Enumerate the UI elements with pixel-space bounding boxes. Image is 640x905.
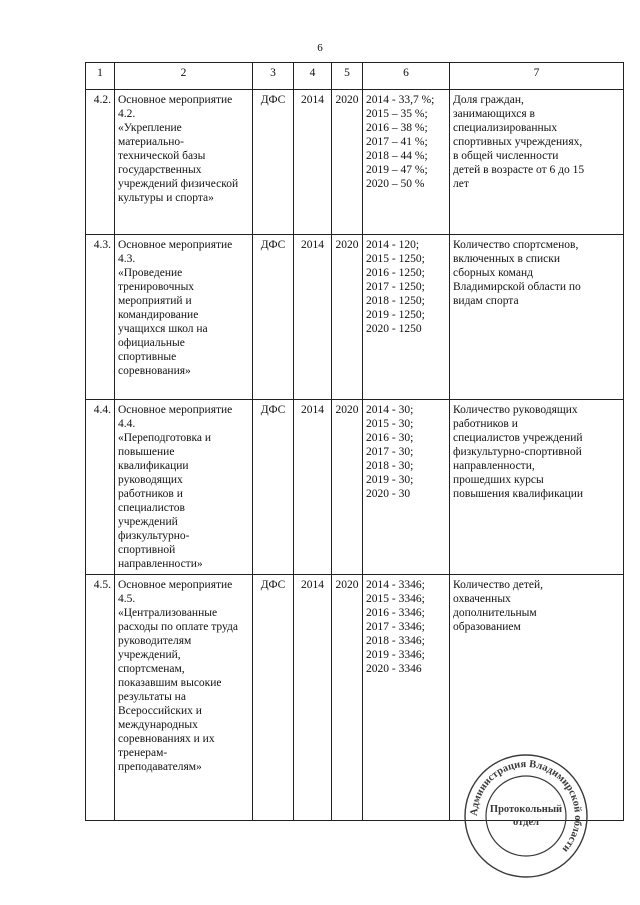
start-year: 2014 — [294, 90, 332, 235]
indicator-description-line: работников и — [453, 418, 518, 430]
indicator-description-line: физкультурно-спортивной — [453, 446, 582, 458]
target-values-line: 2020 - 30 — [366, 488, 411, 500]
stamp-center-line1: Протокольный — [489, 804, 563, 815]
indicator-description-line: Количество руководящих — [453, 404, 578, 416]
event-description-line: работников и — [118, 488, 183, 500]
event-description-line: спортивной — [118, 544, 176, 556]
event-description-line: 4.3. — [118, 253, 136, 265]
end-year: 2020 — [332, 235, 363, 400]
indicator-description-line: спортивных учреждениях, — [453, 136, 583, 148]
target-values-line: 2020 – 50 % — [366, 178, 425, 190]
office-stamp — [462, 752, 590, 880]
target-values-line: 2014 - 33,7 %; — [366, 94, 435, 106]
event-description-line: мероприятий и — [118, 295, 192, 307]
target-values-line: 2015 - 3346; — [366, 593, 425, 605]
event-description-line: материально- — [118, 136, 184, 148]
event-description-line: физкультурно- — [118, 530, 190, 542]
target-values-line: 2016 - 1250; — [366, 267, 425, 279]
indicator-description-line: Количество спортсменов, — [453, 239, 579, 251]
event-description-line: руководителям — [118, 635, 192, 647]
indicator-description-line: дополнительным — [453, 607, 537, 619]
target-values-line: 2016 - 3346; — [366, 607, 425, 619]
target-values-line: 2016 - 30; — [366, 432, 414, 444]
header-cell: 5 — [332, 63, 363, 90]
table-row — [86, 400, 624, 575]
row-number: 4.2. — [86, 90, 115, 235]
header-cell: 2 — [115, 63, 253, 90]
target-values-line: 2018 - 3346; — [366, 635, 425, 647]
target-values-line: 2018 - 30; — [366, 460, 414, 472]
header-cell: 4 — [294, 63, 332, 90]
target-values-line: 2018 - 1250; — [366, 295, 425, 307]
executor: ДФС — [253, 575, 294, 821]
event-description-line: Всероссийских и — [118, 705, 202, 717]
event-description-line: Основное мероприятие — [118, 94, 233, 106]
target-values — [363, 575, 450, 821]
target-values — [363, 90, 450, 235]
target-values-line: 2017 - 30; — [366, 446, 414, 458]
event-description-line: показавшим высокие — [118, 677, 222, 689]
event-description-line: «Централизованные — [118, 607, 218, 619]
event-description-line: учреждений — [118, 516, 178, 528]
event-description-line: «Проведение — [118, 267, 183, 279]
target-values-line: 2020 - 3346 — [366, 663, 422, 675]
target-values-line: 2014 - 120; — [366, 239, 420, 251]
executor: ДФС — [253, 90, 294, 235]
header-cell: 7 — [450, 63, 624, 90]
event-description-line: официальные — [118, 337, 185, 349]
header-cell: 6 — [363, 63, 450, 90]
target-values-line: 2015 - 30; — [366, 418, 414, 430]
event-description-line: соревнованиях и их — [118, 733, 215, 745]
event-description-line: руководящих — [118, 474, 183, 486]
target-values-line: 2015 - 1250; — [366, 253, 425, 265]
event-description-line: «Укрепление — [118, 122, 182, 134]
indicator-description — [450, 90, 624, 235]
indicator-description-line: специализированных — [453, 122, 558, 134]
event-description — [115, 575, 253, 821]
indicator-description-line: направленности, — [453, 460, 535, 472]
event-description-line: учреждений физической — [118, 178, 239, 190]
stamp-inner-ring — [486, 776, 566, 856]
row-number: 4.5. — [86, 575, 115, 821]
indicator-description — [450, 235, 624, 400]
event-description-line: культуры и спорта» — [118, 192, 214, 204]
executor: ДФС — [253, 400, 294, 575]
indicator-description-line: образованием — [453, 621, 521, 633]
event-description-line: спортсменам, — [118, 663, 185, 675]
indicator-description-line: включенных в списки — [453, 253, 561, 265]
target-values-line: 2016 – 38 %; — [366, 122, 428, 134]
start-year: 2014 — [294, 400, 332, 575]
event-description-line: международных — [118, 719, 198, 731]
target-values-line: 2017 - 3346; — [366, 621, 425, 633]
start-year: 2014 — [294, 575, 332, 821]
event-description-line: направленности» — [118, 558, 203, 570]
target-values-line: 2017 - 1250; — [366, 281, 425, 293]
event-description-line: 4.5. — [118, 593, 136, 605]
event-description-line: «Переподготовка и — [118, 432, 212, 444]
event-description-line: преподавателям» — [118, 761, 202, 773]
event-description-line: технической базы — [118, 150, 206, 162]
event-description-line: командирование — [118, 309, 199, 321]
target-values-line: 2019 - 1250; — [366, 309, 425, 321]
event-description-line: спортивные — [118, 351, 177, 363]
target-values — [363, 235, 450, 400]
event-description-line: учащихся школ на — [118, 323, 208, 335]
indicator-description — [450, 400, 624, 575]
target-values-line: 2019 - 30; — [366, 474, 414, 486]
table-header — [86, 63, 624, 90]
event-description-line: Основное мероприятие — [118, 239, 233, 251]
header-cell: 3 — [253, 63, 294, 90]
indicator-description-line: Количество детей, — [453, 579, 543, 591]
event-description-line: квалификации — [118, 460, 189, 472]
indicator-description-line: охваченных — [453, 593, 511, 605]
indicator-description-line: лет — [453, 178, 469, 190]
event-description-line: государственных — [118, 164, 202, 176]
end-year: 2020 — [332, 90, 363, 235]
stamp-outer-ring — [465, 755, 587, 877]
target-values — [363, 400, 450, 575]
indicator-description-line: Владимирской области по — [453, 281, 581, 293]
target-values-line: 2018 – 44 %; — [366, 150, 428, 162]
event-description — [115, 235, 253, 400]
header-cell: 1 — [86, 63, 115, 90]
target-values-line: 2014 - 30; — [366, 404, 414, 416]
indicator-description-line: прошедших курсы — [453, 474, 544, 486]
indicator-description-line: Доля граждан, — [453, 94, 524, 106]
header-row — [86, 63, 624, 90]
event-description-line: тренировочных — [118, 281, 195, 293]
event-description-line: 4.4. — [118, 418, 136, 430]
event-description — [115, 400, 253, 575]
target-values-line: 2019 – 47 %; — [366, 164, 428, 176]
target-values-line: 2015 – 35 %; — [366, 108, 428, 120]
target-values-line: 2014 - 3346; — [366, 579, 425, 591]
table-row — [86, 90, 624, 235]
event-description-line: результаты на — [118, 691, 186, 703]
table-body — [86, 90, 624, 821]
event-description-line: расходы по оплате труда — [118, 621, 238, 633]
stamp-ring-text: Администрация Владимирской области — [468, 758, 584, 855]
table-row — [86, 235, 624, 400]
indicator-description-line: в общей численности — [453, 150, 559, 162]
indicator-description-line: детей в возрасте от 6 до 15 — [453, 164, 585, 176]
target-values-line: 2017 – 41 %; — [366, 136, 428, 148]
row-number: 4.4. — [86, 400, 115, 575]
event-description-line: соревнования» — [118, 365, 191, 377]
executor: ДФС — [253, 235, 294, 400]
event-description-line: повышение — [118, 446, 175, 458]
event-description-line: Основное мероприятие — [118, 579, 233, 591]
target-values-line: 2020 - 1250 — [366, 323, 422, 335]
event-description — [115, 90, 253, 235]
event-description-line: специалистов — [118, 502, 185, 514]
end-year: 2020 — [332, 400, 363, 575]
event-description-line: учреждений, — [118, 649, 181, 661]
row-number: 4.3. — [86, 235, 115, 400]
indicator-description-line: занимающихся в — [453, 108, 535, 120]
stamp-center-line2: отдел — [513, 817, 539, 828]
indicator-description-line: специалистов учреждений — [453, 432, 583, 444]
event-description-line: Основное мероприятие — [118, 404, 233, 416]
indicator-description-line: повышения квалификации — [453, 488, 584, 500]
event-description-line: 4.2. — [118, 108, 136, 120]
program-table — [85, 62, 624, 821]
end-year: 2020 — [332, 575, 363, 821]
indicator-description-line: сборных команд — [453, 267, 533, 279]
start-year: 2014 — [294, 235, 332, 400]
indicator-description-line: видам спорта — [453, 295, 519, 307]
event-description-line: тренерам- — [118, 747, 168, 759]
page-number: 6 — [317, 42, 323, 54]
target-values-line: 2019 - 3346; — [366, 649, 425, 661]
